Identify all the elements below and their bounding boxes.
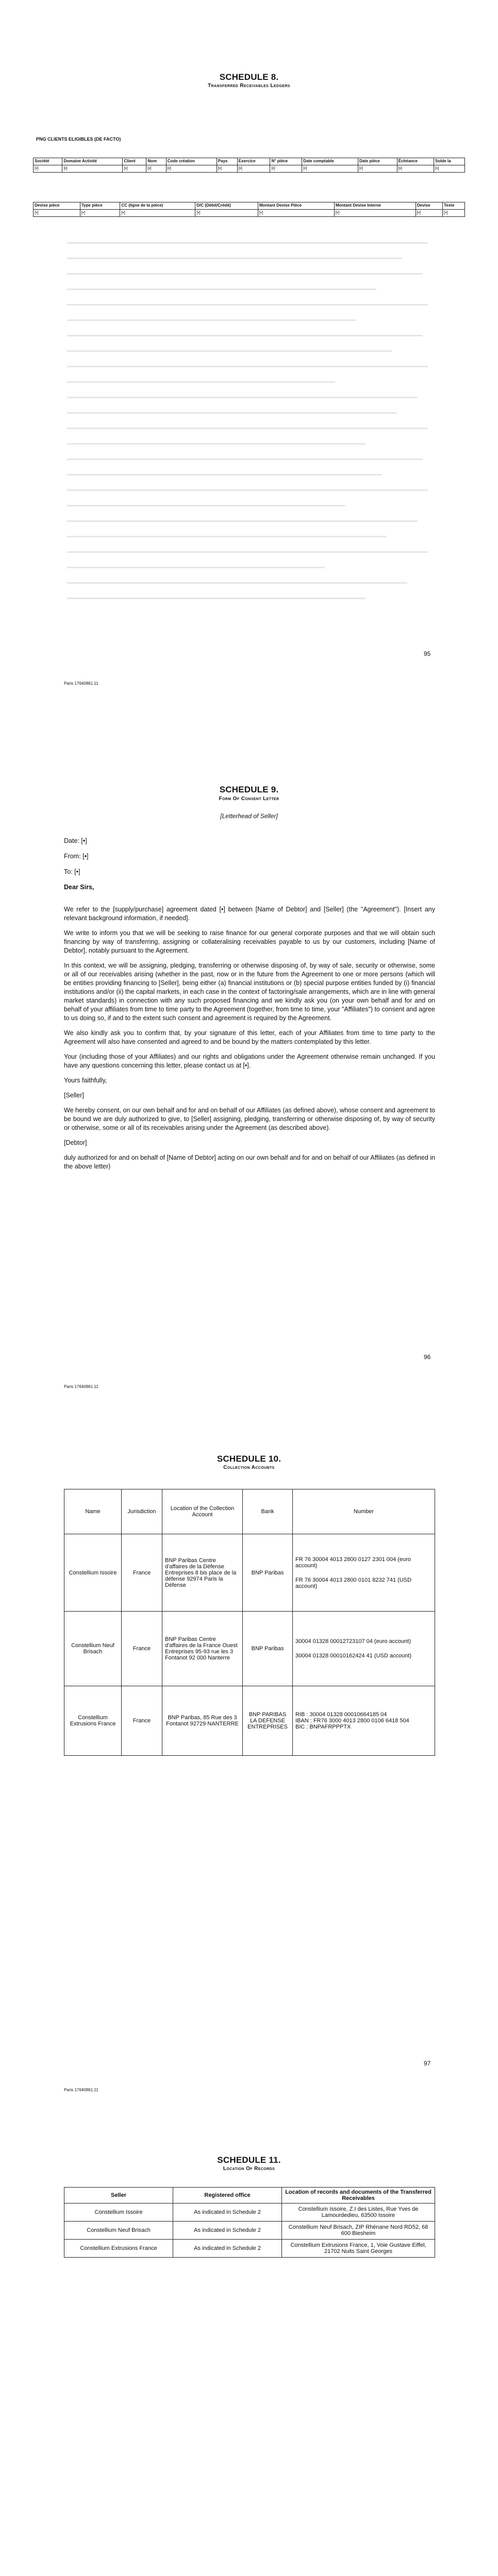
records-location: Constellium Extrusions France, 1, Voie Gustave Eiffel, 21702 Nuits Saint Georges: [282, 2240, 435, 2258]
account-bank: BNP PARIBAS LA DEFENSE ENTREPRISES: [243, 1686, 293, 1756]
account-location: BNP Paribas Centre d'affaires de la Défense Entreprises 8 bis place de la défense 92974 Paris la Défense: [162, 1534, 243, 1612]
header-cell: Texte: [442, 202, 464, 210]
account-number-usd: FR 76 30004 4013 2800 0101 8232 741 (USD account): [295, 1577, 412, 1589]
header-cell: Solde la: [434, 158, 464, 165]
account-location: BNP Paribas, 85 Rue des 3 Fontanot 92729 NANTERRE: [162, 1686, 243, 1756]
seller-name: Constellium Neuf Brisach: [64, 2222, 173, 2240]
account-name: Constellium Extrusions France: [64, 1686, 122, 1756]
table-row: [64, 2240, 435, 2258]
header-cell: Seller: [64, 2188, 173, 2204]
value-cell: [•]: [34, 210, 80, 217]
letter-closing: Yours faithfully,: [64, 1077, 107, 1084]
paragraph-assignment-context: In this context, we will be assigning, pledging, transferring or otherwise disposing of, by way of sale, security or otherwise, some or all of our receivables arising (whether in the past, now or in the future from the Agreement to one or more persons (which will be entities providing financing to [Seller], being either (a) financial institutions or (b) special purpose entities funded by (i) financial institutions and/or (ii) the capital markets, in each case in the context of factoring/sale arrangements, which are in line with general market standards) in connection with any such proposed financing and we kindly ask you (on your own behalf and for and on behalf of your affiliates from time to time party to the Agreement (together, from time to time, your "Affiliates") to consent and agree to us doing so, if and to the extent such consent and agreement is required by the Agreement.: [64, 962, 435, 1022]
value-cell: [•]: [195, 210, 258, 217]
letter-date: Date: [•]: [64, 837, 87, 844]
seller-name: Constellium Issoire: [64, 2204, 173, 2222]
table-row: [64, 1686, 435, 1756]
letter-salutation: Dear Sirs,: [64, 884, 94, 891]
header-cell: Location of the Collection Account: [162, 1489, 243, 1534]
paragraph-debtor-authorization: duly authorized for and on behalf of [Name of Debtor] acting on our own behalf and for and on behalf of our Affiliates (as defined in the above letter): [64, 1154, 435, 1170]
account-bank: BNP Paribas: [243, 1612, 293, 1686]
value-cell: [•]: [166, 165, 217, 173]
table-row: [64, 1534, 435, 1612]
paragraph-debtor-consent: We hereby consent, on our own behalf and for and on behalf of our Affiliates (as defined above), whose consent and agreement to be bound we are duly authorized to give, to [Seller] assigning, pledging, transferring or otherwise disposing of, by way of security or otherwise, some or all of its receivables arising under the Agreement (as described above).: [64, 1107, 435, 1131]
ledger-table-2-value-row: [34, 210, 465, 217]
value-cell: [•]: [270, 165, 302, 173]
account-jurisdiction: France: [122, 1534, 162, 1612]
header-cell: Client: [123, 158, 146, 165]
schedule-10-subtitle: Collection Accounts: [223, 1465, 275, 1470]
ledger-table-1: [33, 158, 465, 173]
schedule-10-title: SCHEDULE 10.: [217, 1454, 281, 1464]
schedule-11-subtitle: Location Of Records: [223, 2166, 275, 2172]
collection-accounts-table: [64, 1489, 435, 1756]
header-cell: D/C (Débit/Crédit): [195, 202, 258, 210]
registered-office: As indicated in Schedule 2: [173, 2222, 282, 2240]
account-number-euro: FR 76 30004 4013 2800 0127 2301 004 (euro account): [295, 1556, 411, 1569]
header-cell: Registered office: [173, 2188, 282, 2204]
value-cell: [•]: [442, 210, 464, 217]
table-row: [64, 2222, 435, 2240]
header-cell: Exercice: [237, 158, 270, 165]
document-reference: Paris 17640861.11: [64, 681, 98, 686]
account-bank: BNP Paribas: [243, 1534, 293, 1612]
account-location: BNP Paribas Centre d'affaires de la France Ouest Entreprises 95-93 rue les 3 Fontanot 92 000 Nanterre: [162, 1612, 243, 1686]
value-cell: [•]: [80, 210, 120, 217]
account-name: Constellium Issoire: [64, 1534, 122, 1612]
account-jurisdiction: France: [122, 1612, 162, 1686]
value-cell: [•]: [123, 165, 146, 173]
header-cell: Domaine Activité: [62, 158, 123, 165]
debtor-signature-block: [Debtor]: [64, 1139, 87, 1146]
account-iban: IBAN : FR76 3000 4013 2800 0106 6418 504: [295, 1718, 409, 1724]
seller-signature-block: [Seller]: [64, 1092, 84, 1099]
schedule-8-subtitle: Transferred Receivables Ledgers: [208, 83, 290, 89]
ledger-table-1-value-row: [34, 165, 465, 173]
records-location: Constellium Issoire, Z.I des Listes, Rue Yves de Lamourdedieu, 63500 Issoire: [282, 2204, 435, 2222]
header-cell: Number: [293, 1489, 435, 1534]
letterhead-placeholder: [Letterhead of Seller]: [220, 812, 278, 820]
schedule-11-title: SCHEDULE 11.: [217, 2155, 281, 2165]
schedule-9-subtitle: Form Of Consent Letter: [219, 796, 279, 802]
account-rib: RIB : 30004 01328 00010664185 04: [295, 1711, 387, 1718]
header-cell: N° pièce: [270, 158, 302, 165]
document-page-97: [0, 1406, 498, 2110]
value-cell: [•]: [302, 165, 358, 173]
header-cell: Devise: [416, 202, 442, 210]
value-cell: [•]: [120, 210, 195, 217]
header-cell: Montant Devise Interne: [334, 202, 416, 210]
account-name: Constellium Neuf Brisach: [64, 1612, 122, 1686]
records-location: Constellium Neuf Brisach, ZIP Rhénane Nord RD52, 68 600 Biesheim: [282, 2222, 435, 2240]
page-number: 96: [424, 1353, 431, 1361]
account-number-usd: 30004 01328 00010162424 41 (USD account): [295, 1653, 412, 1659]
eligible-clients-label: PNG CLIENTS ELIGIBLES (DE FACTO): [36, 137, 121, 142]
header-cell: Société: [34, 158, 62, 165]
account-bic: BIC : BNPAFRPPPTX: [295, 1724, 351, 1730]
paragraph-agreement-reference: We refer to the [supply/purchase] agreement dated [•] between [Name of Debtor] and [Seller] (the "Agreement"). [Insert any relevant background information, if needed].: [64, 906, 435, 922]
account-number: [293, 1612, 435, 1686]
header-cell: Échéance: [397, 158, 434, 165]
account-number: [293, 1686, 435, 1756]
value-cell: [•]: [62, 165, 123, 173]
header-cell: Bank: [243, 1489, 293, 1534]
paragraph-financing-intent: We write to inform you that we will be seeking to raise finance for our general corporate purposes and that we will obtain such financing by way of transferring, assigning or collateralising receivables payable to us by our customers, including [Name of Debtor], notably pursuant to the Agreement.: [64, 929, 435, 954]
header-cell: Pays: [217, 158, 237, 165]
seller-name: Constellium Extrusions France: [64, 2240, 173, 2258]
document-reference: Paris 17640861.11: [64, 1384, 98, 1389]
document-page-96: [0, 703, 498, 1406]
registered-office: As indicated in Schedule 2: [173, 2204, 282, 2222]
value-cell: [•]: [397, 165, 434, 173]
account-jurisdiction: France: [122, 1686, 162, 1756]
value-cell: [•]: [434, 165, 464, 173]
page-number: 95: [424, 650, 431, 657]
value-cell: [•]: [237, 165, 270, 173]
header-cell: Nom: [146, 158, 166, 165]
header-cell: Devise pièce: [34, 202, 80, 210]
schedule-8-title: SCHEDULE 8.: [219, 72, 279, 82]
location-of-records-table: [64, 2187, 435, 2258]
table-row: [64, 1612, 435, 1686]
header-cell: Name: [64, 1489, 122, 1534]
registered-office: As indicated in Schedule 2: [173, 2240, 282, 2258]
ledger-table-2: [33, 202, 465, 217]
ledger-table-1-header-row: [34, 158, 465, 165]
document-page-95: [0, 0, 498, 703]
letter-from: From: [•]: [64, 853, 89, 860]
header-cell: Type pièce: [80, 202, 120, 210]
ledger-table-2-header-row: [34, 202, 465, 210]
account-number-euro: 30004 01328 00012723107 04 (euro account): [295, 1638, 411, 1645]
header-cell: CC (ligne de la pièce): [120, 202, 195, 210]
value-cell: [•]: [34, 165, 62, 173]
account-number: [293, 1534, 435, 1612]
header-cell: Jurisdiction: [122, 1489, 162, 1534]
document-reference: Paris 17640861.11: [64, 2088, 98, 2092]
letter-body: [64, 905, 435, 1177]
value-cell: [•]: [217, 165, 237, 173]
collection-accounts-header-row: [64, 1489, 435, 1534]
value-cell: [•]: [416, 210, 442, 217]
value-cell: [•]: [334, 210, 416, 217]
paragraph-affiliates-confirmation: We also kindly ask you to confirm that, by your signature of this letter, each of your Affiliates from time to time party to the Agreement will also have consented and agreed to and be bound by the matters contemplated by this letter.: [64, 1029, 435, 1045]
letter-to: To: [•]: [64, 868, 80, 875]
header-cell: Code création: [166, 158, 217, 165]
header-cell: Date comptable: [302, 158, 358, 165]
table-row: [64, 2204, 435, 2222]
value-cell: [•]: [358, 165, 397, 173]
records-header-row: [64, 2188, 435, 2204]
value-cell: [•]: [146, 165, 166, 173]
document-page-98: [0, 2110, 498, 2576]
paragraph-rights-unchanged: Your (including those of your Affiliates) and our rights and obligations under the Agreement otherwise remain unchanged. If you have any questions concerning this letter, please contact us at [•].: [64, 1053, 435, 1069]
value-cell: [•]: [258, 210, 334, 217]
header-cell: Location of records and documents of the Transferred Receivables: [282, 2188, 435, 2204]
schedule-9-title: SCHEDULE 9.: [219, 785, 279, 794]
header-cell: Date pièce: [358, 158, 397, 165]
page-number: 97: [424, 2060, 431, 2067]
header-cell: Montant Devise Pièce: [258, 202, 334, 210]
